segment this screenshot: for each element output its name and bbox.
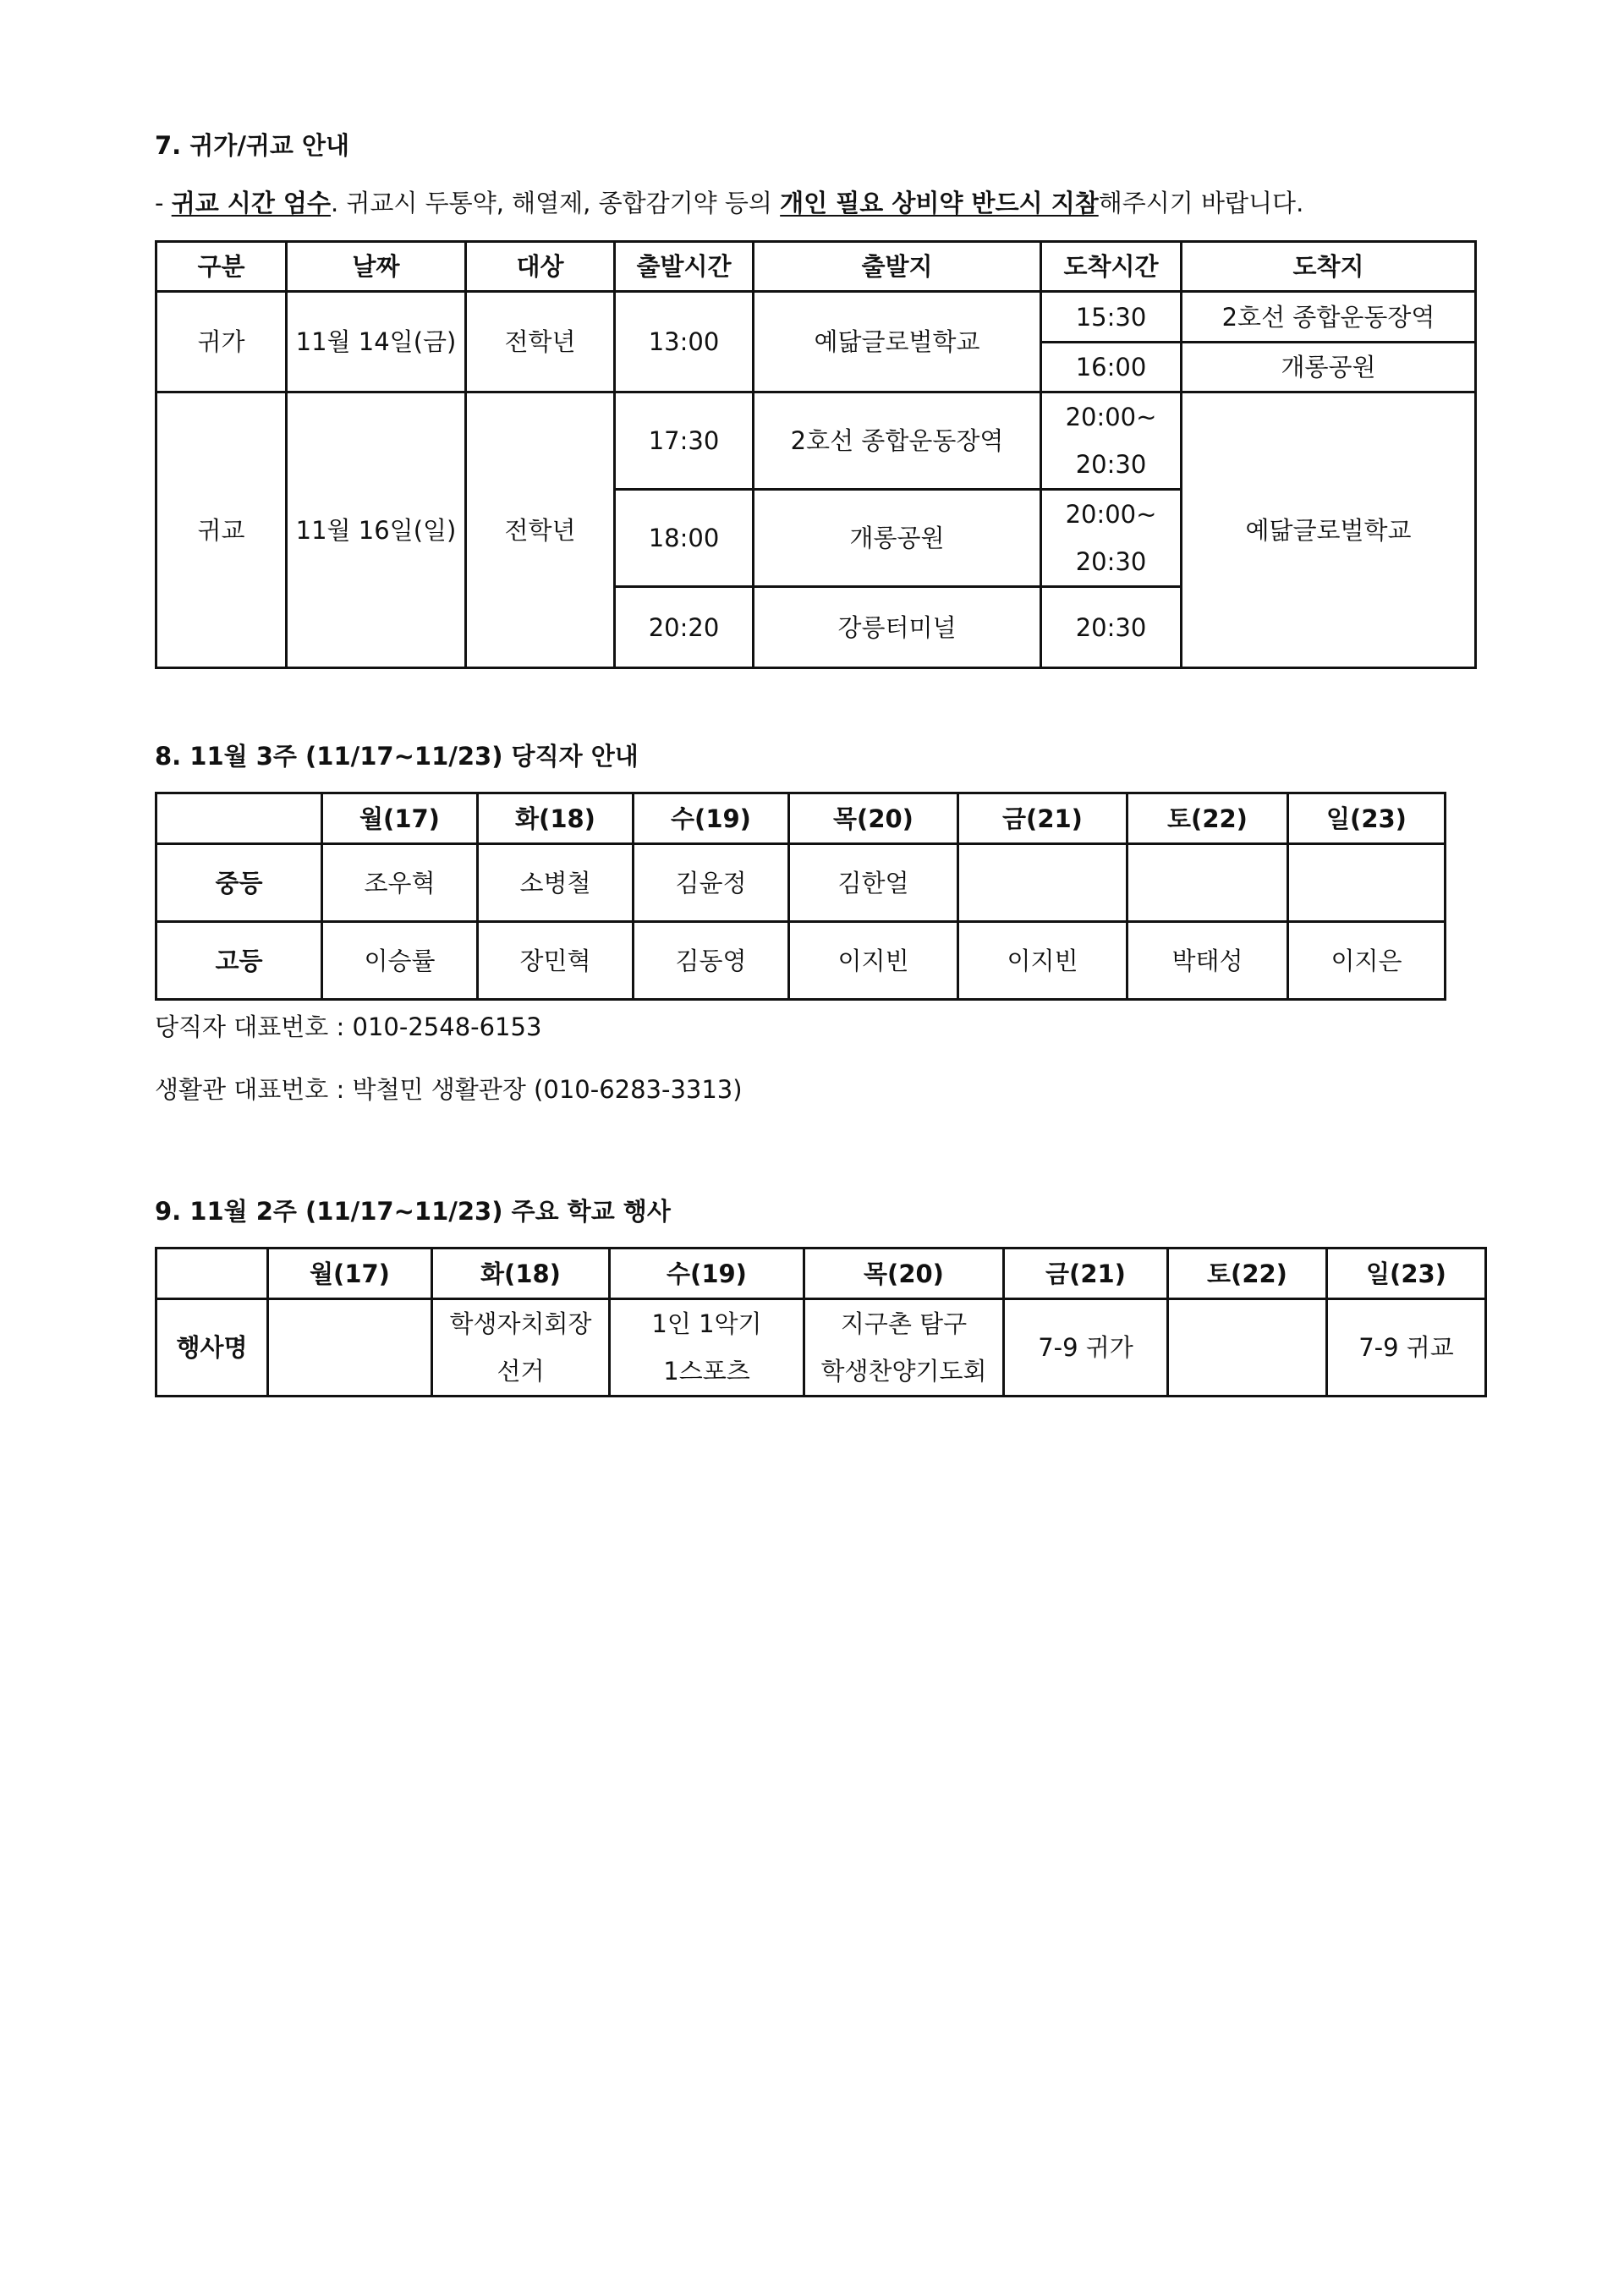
duty-name — [1127, 844, 1288, 922]
depart-time: 18:00 — [615, 490, 754, 587]
section9-title: 9. 11월 2주 (11/17~11/23) 주요 학교 행사 — [155, 1197, 671, 1226]
event-line: 1스포츠 — [663, 1357, 750, 1386]
arrive-time — [1041, 490, 1182, 587]
arrive-time-end: 20:30 — [1075, 450, 1147, 479]
duty-name: 이지은 — [1288, 922, 1446, 1000]
depart-place: 강릉터미널 — [754, 587, 1041, 668]
notice-prefix: - — [155, 189, 172, 217]
day-header: 월(17) — [268, 1249, 432, 1299]
arrive-time: 16:00 — [1041, 343, 1182, 392]
arrive-time-start: 20:00~ — [1065, 500, 1157, 529]
event-fri: 7-9 귀가 — [1004, 1299, 1168, 1397]
col-header: 도착지 — [1182, 242, 1476, 292]
corner-cell — [156, 1249, 268, 1299]
day-header: 토(22) — [1127, 793, 1288, 844]
transport-table — [155, 240, 1477, 669]
duty-name: 이지빈 — [958, 922, 1127, 1000]
day-header: 토(22) — [1168, 1249, 1327, 1299]
arrive-time-start: 20:00~ — [1065, 403, 1157, 431]
table-row — [156, 392, 1476, 490]
event-thu — [804, 1299, 1004, 1397]
trip-date: 11월 14일(금) — [287, 292, 466, 392]
event-sat — [1168, 1299, 1327, 1397]
notice-emphasis-1: 귀교 시간 엄수 — [171, 189, 331, 217]
day-header: 금(21) — [958, 793, 1127, 844]
depart-place: 개롱공원 — [754, 490, 1041, 587]
duty-name: 김윤정 — [634, 844, 789, 922]
row-label: 중등 — [156, 844, 322, 922]
event-line: 학생찬양기도회 — [820, 1357, 987, 1386]
trip-type: 귀가 — [156, 292, 287, 392]
duty-name: 장민혁 — [478, 922, 634, 1000]
duty-name: 이승률 — [322, 922, 478, 1000]
day-header: 목(20) — [804, 1249, 1004, 1299]
event-wed — [610, 1299, 804, 1397]
arrive-time-end: 20:30 — [1075, 547, 1147, 576]
col-header: 출발시간 — [615, 242, 754, 292]
duty-table — [155, 792, 1446, 1001]
day-header: 일(23) — [1327, 1249, 1486, 1299]
notice-emphasis-2: 개인 필요 상비약 반드시 지참 — [780, 189, 1099, 217]
trip-type: 귀교 — [156, 392, 287, 668]
day-header: 일(23) — [1288, 793, 1446, 844]
dorm-phone: 생활관 대표번호 : 박철민 생활관장 (010-6283-3313) — [155, 1075, 743, 1104]
depart-place: 2호선 종합운동장역 — [754, 392, 1041, 490]
col-header: 날짜 — [287, 242, 466, 292]
row-label: 행사명 — [156, 1299, 268, 1397]
events-table — [155, 1247, 1487, 1397]
table-row — [156, 922, 1446, 1000]
trip-date: 11월 16일(일) — [287, 392, 466, 668]
col-header: 구분 — [156, 242, 287, 292]
table-row — [156, 292, 1476, 343]
depart-place: 예닮글로벌학교 — [754, 292, 1041, 392]
duty-name — [1288, 844, 1446, 922]
arrive-place: 개롱공원 — [1182, 343, 1476, 392]
col-header: 출발지 — [754, 242, 1041, 292]
day-header: 금(21) — [1004, 1249, 1168, 1299]
col-header: 도착시간 — [1041, 242, 1182, 292]
event-line: 학생자치회장 — [449, 1309, 592, 1338]
arrive-time: 20:30 — [1041, 587, 1182, 668]
event-tue — [432, 1299, 610, 1397]
section7-title: 7. 귀가/귀교 안내 — [155, 131, 350, 160]
notice-middle: . 귀교시 두통약, 해열제, 종합감기약 등의 — [330, 189, 781, 217]
section8-title: 8. 11월 3주 (11/17~11/23) 당직자 안내 — [155, 742, 639, 771]
duty-name: 김한얼 — [789, 844, 958, 922]
duty-name — [958, 844, 1127, 922]
day-header: 수(19) — [610, 1249, 804, 1299]
duty-name: 박태성 — [1127, 922, 1288, 1000]
depart-time: 17:30 — [615, 392, 754, 490]
row-label: 고등 — [156, 922, 322, 1000]
trip-target: 전학년 — [466, 292, 615, 392]
duty-name: 조우혁 — [322, 844, 478, 922]
events-header-row — [156, 1249, 1486, 1299]
arrive-time — [1041, 392, 1182, 490]
transport-header-row — [156, 242, 1476, 292]
section7-notice — [155, 186, 1303, 220]
duty-name: 이지빈 — [789, 922, 958, 1000]
arrive-place: 2호선 종합운동장역 — [1182, 292, 1476, 343]
col-header: 대상 — [466, 242, 615, 292]
table-row — [156, 1299, 1486, 1397]
day-header: 화(18) — [432, 1249, 610, 1299]
trip-target: 전학년 — [466, 392, 615, 668]
event-line: 1인 1악기 — [651, 1309, 762, 1338]
depart-time: 20:20 — [615, 587, 754, 668]
event-mon — [268, 1299, 432, 1397]
event-line: 선거 — [497, 1357, 545, 1386]
arrive-place: 예닮글로벌학교 — [1182, 392, 1476, 668]
day-header: 목(20) — [789, 793, 958, 844]
table-row — [156, 844, 1446, 922]
day-header: 월(17) — [322, 793, 478, 844]
duty-phone: 당직자 대표번호 : 010-2548-6153 — [155, 1013, 542, 1041]
day-header: 화(18) — [478, 793, 634, 844]
notice-suffix: 해주시기 바랍니다. — [1098, 189, 1304, 217]
duty-name: 소병철 — [478, 844, 634, 922]
arrive-time: 15:30 — [1041, 292, 1182, 343]
corner-cell — [156, 793, 322, 844]
duty-name: 김동영 — [634, 922, 789, 1000]
depart-time: 13:00 — [615, 292, 754, 392]
event-sun: 7-9 귀교 — [1327, 1299, 1486, 1397]
event-line: 지구촌 탐구 — [840, 1309, 968, 1338]
duty-header-row — [156, 793, 1446, 844]
day-header: 수(19) — [634, 793, 789, 844]
